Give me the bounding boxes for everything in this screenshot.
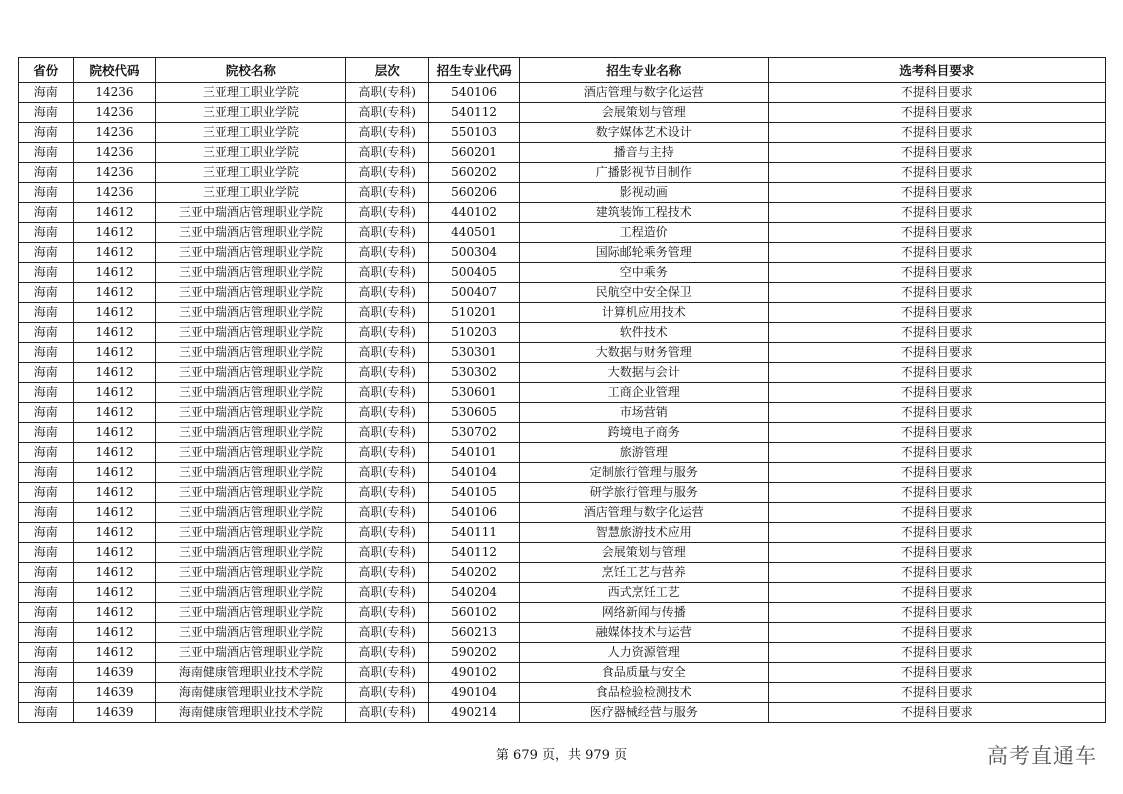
cell-subject-requirement: 不提科目要求 xyxy=(768,483,1105,503)
table-row xyxy=(19,243,1106,263)
cell-major-code: 510203 xyxy=(429,323,520,343)
cell-province: 海南 xyxy=(19,223,74,243)
header-major-code: 招生专业代码 xyxy=(429,58,520,83)
cell-level: 高职(专科) xyxy=(346,143,429,163)
cell-major-code: 540106 xyxy=(429,83,520,103)
cell-school-name: 三亚中瑞酒店管理职业学院 xyxy=(156,443,346,463)
cell-subject-requirement: 不提科目要求 xyxy=(768,543,1105,563)
cell-major-name: 广播影视节目制作 xyxy=(520,163,769,183)
cell-province: 海南 xyxy=(19,403,74,423)
cell-major-name: 软件技术 xyxy=(520,323,769,343)
cell-subject-requirement: 不提科目要求 xyxy=(768,183,1105,203)
cell-school-code: 14612 xyxy=(73,343,156,363)
cell-major-code: 540106 xyxy=(429,503,520,523)
cell-subject-requirement: 不提科目要求 xyxy=(768,363,1105,383)
cell-province: 海南 xyxy=(19,323,74,343)
cell-level: 高职(专科) xyxy=(346,223,429,243)
table-row xyxy=(19,443,1106,463)
cell-province: 海南 xyxy=(19,523,74,543)
cell-major-name: 人力资源管理 xyxy=(520,643,769,663)
cell-province: 海南 xyxy=(19,383,74,403)
cell-subject-requirement: 不提科目要求 xyxy=(768,443,1105,463)
cell-school-name: 三亚中瑞酒店管理职业学院 xyxy=(156,243,346,263)
cell-school-name: 三亚中瑞酒店管理职业学院 xyxy=(156,303,346,323)
cell-major-name: 工商企业管理 xyxy=(520,383,769,403)
cell-major-code: 560202 xyxy=(429,163,520,183)
table-row xyxy=(19,203,1106,223)
cell-major-code: 560206 xyxy=(429,183,520,203)
table-row xyxy=(19,143,1106,163)
cell-province: 海南 xyxy=(19,263,74,283)
cell-level: 高职(专科) xyxy=(346,503,429,523)
cell-school-name: 三亚中瑞酒店管理职业学院 xyxy=(156,403,346,423)
cell-major-code: 560102 xyxy=(429,603,520,623)
cell-school-code: 14612 xyxy=(73,583,156,603)
cell-school-name: 三亚中瑞酒店管理职业学院 xyxy=(156,283,346,303)
cell-major-code: 490104 xyxy=(429,683,520,703)
table-row xyxy=(19,503,1106,523)
table-row xyxy=(19,463,1106,483)
cell-major-name: 食品质量与安全 xyxy=(520,663,769,683)
cell-subject-requirement: 不提科目要求 xyxy=(768,223,1105,243)
cell-major-name: 研学旅行管理与服务 xyxy=(520,483,769,503)
cell-major-name: 计算机应用技术 xyxy=(520,303,769,323)
table-row xyxy=(19,123,1106,143)
cell-province: 海南 xyxy=(19,103,74,123)
cell-subject-requirement: 不提科目要求 xyxy=(768,423,1105,443)
cell-major-name: 医疗器械经营与服务 xyxy=(520,703,769,723)
cell-subject-requirement: 不提科目要求 xyxy=(768,643,1105,663)
cell-subject-requirement: 不提科目要求 xyxy=(768,323,1105,343)
cell-level: 高职(专科) xyxy=(346,523,429,543)
cell-level: 高职(专科) xyxy=(346,543,429,563)
cell-school-name: 三亚理工职业学院 xyxy=(156,83,346,103)
cell-school-code: 14639 xyxy=(73,663,156,683)
cell-school-name: 海南健康管理职业技术学院 xyxy=(156,703,346,723)
cell-major-code: 530302 xyxy=(429,363,520,383)
cell-school-code: 14612 xyxy=(73,383,156,403)
cell-school-code: 14612 xyxy=(73,563,156,583)
cell-province: 海南 xyxy=(19,543,74,563)
cell-province: 海南 xyxy=(19,343,74,363)
cell-school-name: 三亚中瑞酒店管理职业学院 xyxy=(156,643,346,663)
cell-subject-requirement: 不提科目要求 xyxy=(768,583,1105,603)
cell-major-code: 540111 xyxy=(429,523,520,543)
cell-level: 高职(专科) xyxy=(346,303,429,323)
cell-province: 海南 xyxy=(19,663,74,683)
cell-school-name: 三亚中瑞酒店管理职业学院 xyxy=(156,503,346,523)
cell-level: 高职(专科) xyxy=(346,123,429,143)
cell-major-name: 影视动画 xyxy=(520,183,769,203)
cell-major-code: 530702 xyxy=(429,423,520,443)
cell-school-code: 14612 xyxy=(73,463,156,483)
cell-school-name: 三亚中瑞酒店管理职业学院 xyxy=(156,543,346,563)
cell-school-name: 三亚中瑞酒店管理职业学院 xyxy=(156,583,346,603)
cell-school-code: 14612 xyxy=(73,523,156,543)
table-row xyxy=(19,583,1106,603)
cell-school-name: 三亚中瑞酒店管理职业学院 xyxy=(156,463,346,483)
cell-school-name: 三亚中瑞酒店管理职业学院 xyxy=(156,323,346,343)
table-row xyxy=(19,483,1106,503)
cell-major-name: 大数据与财务管理 xyxy=(520,343,769,363)
cell-major-name: 播音与主持 xyxy=(520,143,769,163)
cell-school-code: 14612 xyxy=(73,503,156,523)
cell-level: 高职(专科) xyxy=(346,403,429,423)
table-row xyxy=(19,523,1106,543)
cell-subject-requirement: 不提科目要求 xyxy=(768,463,1105,483)
cell-school-code: 14236 xyxy=(73,83,156,103)
cell-province: 海南 xyxy=(19,443,74,463)
cell-subject-requirement: 不提科目要求 xyxy=(768,283,1105,303)
cell-major-code: 500407 xyxy=(429,283,520,303)
cell-province: 海南 xyxy=(19,683,74,703)
cell-major-name: 会展策划与管理 xyxy=(520,543,769,563)
cell-subject-requirement: 不提科目要求 xyxy=(768,103,1105,123)
cell-level: 高职(专科) xyxy=(346,243,429,263)
cell-major-name: 融媒体技术与运营 xyxy=(520,623,769,643)
cell-school-name: 三亚中瑞酒店管理职业学院 xyxy=(156,223,346,243)
cell-subject-requirement: 不提科目要求 xyxy=(768,383,1105,403)
cell-school-code: 14612 xyxy=(73,443,156,463)
admission-table xyxy=(18,57,1106,723)
cell-level: 高职(专科) xyxy=(346,463,429,483)
cell-province: 海南 xyxy=(19,183,74,203)
cell-major-code: 500304 xyxy=(429,243,520,263)
cell-school-code: 14612 xyxy=(73,303,156,323)
cell-major-code: 490102 xyxy=(429,663,520,683)
cell-level: 高职(专科) xyxy=(346,663,429,683)
table-body xyxy=(19,83,1106,723)
cell-school-code: 14612 xyxy=(73,643,156,663)
cell-major-code: 540105 xyxy=(429,483,520,503)
table-row xyxy=(19,703,1106,723)
cell-province: 海南 xyxy=(19,423,74,443)
cell-province: 海南 xyxy=(19,123,74,143)
cell-province: 海南 xyxy=(19,563,74,583)
table-row xyxy=(19,543,1106,563)
table-row xyxy=(19,283,1106,303)
table-row xyxy=(19,403,1106,423)
cell-province: 海南 xyxy=(19,463,74,483)
cell-school-code: 14612 xyxy=(73,363,156,383)
cell-major-code: 490214 xyxy=(429,703,520,723)
table-row xyxy=(19,683,1106,703)
cell-major-code: 590202 xyxy=(429,643,520,663)
table-row xyxy=(19,303,1106,323)
cell-subject-requirement: 不提科目要求 xyxy=(768,603,1105,623)
cell-level: 高职(专科) xyxy=(346,183,429,203)
cell-major-code: 540104 xyxy=(429,463,520,483)
cell-province: 海南 xyxy=(19,203,74,223)
cell-level: 高职(专科) xyxy=(346,603,429,623)
cell-school-name: 三亚理工职业学院 xyxy=(156,183,346,203)
cell-major-name: 旅游管理 xyxy=(520,443,769,463)
table-row xyxy=(19,163,1106,183)
cell-subject-requirement: 不提科目要求 xyxy=(768,83,1105,103)
cell-level: 高职(专科) xyxy=(346,563,429,583)
cell-school-code: 14639 xyxy=(73,703,156,723)
cell-major-code: 560213 xyxy=(429,623,520,643)
table-row xyxy=(19,603,1106,623)
cell-subject-requirement: 不提科目要求 xyxy=(768,523,1105,543)
cell-school-name: 海南健康管理职业技术学院 xyxy=(156,663,346,683)
cell-subject-requirement: 不提科目要求 xyxy=(768,203,1105,223)
cell-school-name: 三亚理工职业学院 xyxy=(156,143,346,163)
cell-level: 高职(专科) xyxy=(346,163,429,183)
cell-school-code: 14612 xyxy=(73,603,156,623)
cell-major-name: 大数据与会计 xyxy=(520,363,769,383)
cell-major-code: 530605 xyxy=(429,403,520,423)
cell-major-name: 烹饪工艺与营养 xyxy=(520,563,769,583)
cell-level: 高职(专科) xyxy=(346,283,429,303)
header-school-code: 院校代码 xyxy=(73,58,156,83)
cell-level: 高职(专科) xyxy=(346,643,429,663)
table-row xyxy=(19,103,1106,123)
cell-major-code: 540202 xyxy=(429,563,520,583)
cell-province: 海南 xyxy=(19,283,74,303)
cell-province: 海南 xyxy=(19,643,74,663)
cell-major-name: 酒店管理与数字化运营 xyxy=(520,503,769,523)
table-row xyxy=(19,343,1106,363)
table-row xyxy=(19,363,1106,383)
cell-major-code: 540112 xyxy=(429,543,520,563)
table-row xyxy=(19,263,1106,283)
cell-school-name: 三亚理工职业学院 xyxy=(156,103,346,123)
cell-school-code: 14612 xyxy=(73,543,156,563)
cell-major-name: 西式烹饪工艺 xyxy=(520,583,769,603)
cell-major-name: 智慧旅游技术应用 xyxy=(520,523,769,543)
cell-major-name: 民航空中安全保卫 xyxy=(520,283,769,303)
header-subject-requirement: 选考科目要求 xyxy=(768,58,1105,83)
cell-province: 海南 xyxy=(19,483,74,503)
header-province: 省份 xyxy=(19,58,74,83)
table-row xyxy=(19,563,1106,583)
header-major-name: 招生专业名称 xyxy=(520,58,769,83)
cell-major-name: 跨境电子商务 xyxy=(520,423,769,443)
cell-subject-requirement: 不提科目要求 xyxy=(768,303,1105,323)
cell-level: 高职(专科) xyxy=(346,583,429,603)
cell-major-code: 530601 xyxy=(429,383,520,403)
cell-school-name: 三亚中瑞酒店管理职业学院 xyxy=(156,623,346,643)
cell-level: 高职(专科) xyxy=(346,703,429,723)
cell-level: 高职(专科) xyxy=(346,683,429,703)
table-row xyxy=(19,323,1106,343)
cell-major-name: 国际邮轮乘务管理 xyxy=(520,243,769,263)
cell-major-name: 食品检验检测技术 xyxy=(520,683,769,703)
cell-major-code: 530301 xyxy=(429,343,520,363)
cell-level: 高职(专科) xyxy=(346,443,429,463)
cell-school-name: 三亚中瑞酒店管理职业学院 xyxy=(156,343,346,363)
cell-province: 海南 xyxy=(19,583,74,603)
cell-major-code: 500405 xyxy=(429,263,520,283)
table-row xyxy=(19,663,1106,683)
table-row xyxy=(19,223,1106,243)
table-row xyxy=(19,83,1106,103)
page-number: 第 679 页，共 979 页 xyxy=(495,748,628,763)
cell-major-name: 建筑装饰工程技术 xyxy=(520,203,769,223)
header-level: 层次 xyxy=(346,58,429,83)
cell-major-code: 440501 xyxy=(429,223,520,243)
cell-subject-requirement: 不提科目要求 xyxy=(768,563,1105,583)
cell-subject-requirement: 不提科目要求 xyxy=(768,503,1105,523)
cell-level: 高职(专科) xyxy=(346,343,429,363)
cell-level: 高职(专科) xyxy=(346,483,429,503)
cell-school-name: 三亚中瑞酒店管理职业学院 xyxy=(156,423,346,443)
table-row xyxy=(19,423,1106,443)
cell-school-code: 14639 xyxy=(73,683,156,703)
cell-school-code: 14236 xyxy=(73,163,156,183)
table-row xyxy=(19,183,1106,203)
cell-province: 海南 xyxy=(19,163,74,183)
cell-major-name: 酒店管理与数字化运营 xyxy=(520,83,769,103)
cell-subject-requirement: 不提科目要求 xyxy=(768,623,1105,643)
cell-major-name: 数字媒体艺术设计 xyxy=(520,123,769,143)
cell-subject-requirement: 不提科目要求 xyxy=(768,143,1105,163)
watermark-logo-text: 高考直通车 xyxy=(987,744,1097,768)
header-school-name: 院校名称 xyxy=(156,58,346,83)
cell-province: 海南 xyxy=(19,83,74,103)
cell-school-name: 三亚中瑞酒店管理职业学院 xyxy=(156,563,346,583)
cell-school-code: 14612 xyxy=(73,623,156,643)
cell-major-code: 440102 xyxy=(429,203,520,223)
cell-subject-requirement: 不提科目要求 xyxy=(768,703,1105,723)
cell-subject-requirement: 不提科目要求 xyxy=(768,263,1105,283)
cell-subject-requirement: 不提科目要求 xyxy=(768,343,1105,363)
cell-school-code: 14236 xyxy=(73,143,156,163)
cell-school-name: 三亚中瑞酒店管理职业学院 xyxy=(156,203,346,223)
cell-school-code: 14612 xyxy=(73,283,156,303)
cell-school-code: 14612 xyxy=(73,263,156,283)
cell-major-code: 540101 xyxy=(429,443,520,463)
cell-school-code: 14612 xyxy=(73,483,156,503)
cell-school-name: 三亚理工职业学院 xyxy=(156,123,346,143)
cell-level: 高职(专科) xyxy=(346,383,429,403)
cell-major-name: 工程造价 xyxy=(520,223,769,243)
cell-major-name: 定制旅行管理与服务 xyxy=(520,463,769,483)
cell-school-code: 14236 xyxy=(73,183,156,203)
cell-major-name: 会展策划与管理 xyxy=(520,103,769,123)
cell-school-code: 14236 xyxy=(73,103,156,123)
cell-school-name: 三亚中瑞酒店管理职业学院 xyxy=(156,483,346,503)
cell-major-name: 空中乘务 xyxy=(520,263,769,283)
cell-school-code: 14612 xyxy=(73,403,156,423)
cell-school-code: 14612 xyxy=(73,423,156,443)
cell-subject-requirement: 不提科目要求 xyxy=(768,163,1105,183)
cell-province: 海南 xyxy=(19,703,74,723)
cell-school-code: 14236 xyxy=(73,123,156,143)
cell-school-name: 三亚中瑞酒店管理职业学院 xyxy=(156,363,346,383)
cell-level: 高职(专科) xyxy=(346,83,429,103)
cell-level: 高职(专科) xyxy=(346,623,429,643)
cell-level: 高职(专科) xyxy=(346,423,429,443)
cell-level: 高职(专科) xyxy=(346,323,429,343)
cell-school-code: 14612 xyxy=(73,223,156,243)
cell-school-name: 三亚理工职业学院 xyxy=(156,163,346,183)
cell-subject-requirement: 不提科目要求 xyxy=(768,663,1105,683)
cell-level: 高职(专科) xyxy=(346,263,429,283)
cell-province: 海南 xyxy=(19,503,74,523)
cell-school-code: 14612 xyxy=(73,203,156,223)
cell-major-code: 510201 xyxy=(429,303,520,323)
cell-province: 海南 xyxy=(19,603,74,623)
cell-level: 高职(专科) xyxy=(346,203,429,223)
cell-school-name: 海南健康管理职业技术学院 xyxy=(156,683,346,703)
cell-province: 海南 xyxy=(19,363,74,383)
cell-school-name: 三亚中瑞酒店管理职业学院 xyxy=(156,383,346,403)
table-row xyxy=(19,643,1106,663)
cell-major-code: 540204 xyxy=(429,583,520,603)
cell-subject-requirement: 不提科目要求 xyxy=(768,683,1105,703)
cell-major-name: 市场营销 xyxy=(520,403,769,423)
cell-major-code: 540112 xyxy=(429,103,520,123)
cell-subject-requirement: 不提科目要求 xyxy=(768,243,1105,263)
cell-province: 海南 xyxy=(19,243,74,263)
cell-subject-requirement: 不提科目要求 xyxy=(768,123,1105,143)
cell-level: 高职(专科) xyxy=(346,103,429,123)
cell-major-code: 560201 xyxy=(429,143,520,163)
cell-major-code: 550103 xyxy=(429,123,520,143)
cell-major-name: 网络新闻与传播 xyxy=(520,603,769,623)
cell-school-name: 三亚中瑞酒店管理职业学院 xyxy=(156,263,346,283)
cell-school-code: 14612 xyxy=(73,323,156,343)
cell-province: 海南 xyxy=(19,303,74,323)
cell-school-code: 14612 xyxy=(73,243,156,263)
cell-province: 海南 xyxy=(19,623,74,643)
table-row xyxy=(19,383,1106,403)
table-row xyxy=(19,623,1106,643)
table-header-row xyxy=(19,58,1106,83)
cell-subject-requirement: 不提科目要求 xyxy=(768,403,1105,423)
cell-level: 高职(专科) xyxy=(346,363,429,383)
cell-school-name: 三亚中瑞酒店管理职业学院 xyxy=(156,603,346,623)
cell-school-name: 三亚中瑞酒店管理职业学院 xyxy=(156,523,346,543)
cell-province: 海南 xyxy=(19,143,74,163)
